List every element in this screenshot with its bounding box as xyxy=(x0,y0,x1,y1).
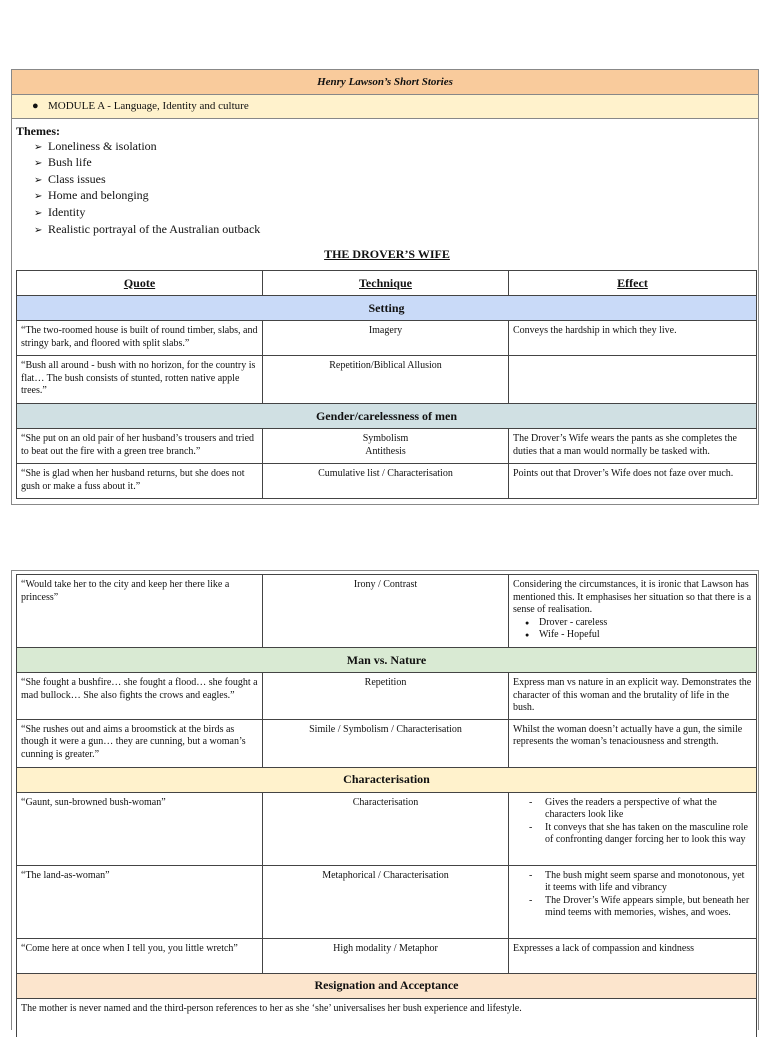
quote-cell: “Bush all around - bush with no horizon, for the country is flat… The bush consists of stunted, rotten native apple trees.” xyxy=(17,356,263,404)
quote-cell: “Gaunt, sun-browned bush-woman” xyxy=(17,792,263,865)
effect-cell: Conveys the hardship in which they live. xyxy=(509,321,757,356)
theme-item: ➢ Bush life xyxy=(34,155,758,172)
table-row xyxy=(17,719,757,767)
table-row xyxy=(17,938,757,973)
arrow-icon: ➢ xyxy=(34,191,43,203)
section-label: Gender/carelessness of men xyxy=(17,404,757,429)
technique-cell: Repetition/Biblical Allusion xyxy=(263,356,509,404)
theme-item: ➢ Home and belonging xyxy=(34,188,758,205)
effect-cell xyxy=(509,575,757,648)
quote-cell: “The two-roomed house is built of round timber, slabs, and stringy bark, and floored with split slabs.” xyxy=(17,321,263,356)
table-header xyxy=(17,271,757,296)
section-label: Resignation and Acceptance xyxy=(17,973,757,998)
theme-item: ➢ Identity xyxy=(34,205,758,222)
effect-cell xyxy=(509,356,757,404)
arrow-icon: ➢ xyxy=(34,158,43,170)
effect-cell: Points out that Drover’s Wife does not faze over much. xyxy=(509,464,757,499)
table-row xyxy=(17,321,757,356)
section-label: Man vs. Nature xyxy=(17,648,757,673)
effect-bullets xyxy=(513,617,752,642)
technique-cell: Repetition xyxy=(263,673,509,720)
table-row xyxy=(17,865,757,938)
page-2 xyxy=(11,570,759,1030)
quote-cell: “She fought a bushfire… she fought a flood… she fought a mad bullock… She also fights the crows and eagles.” xyxy=(17,673,263,720)
quote-cell: “Would take her to the city and keep her there like a princess” xyxy=(17,575,263,648)
list-item: - Gives the readers a perspective of what the characters look like xyxy=(545,797,752,822)
quote-table xyxy=(16,270,757,499)
table-row xyxy=(17,356,757,404)
effect-cell: Expresses a lack of compassion and kindness xyxy=(509,938,757,973)
document-title: Henry Lawson’s Short Stories xyxy=(12,70,758,95)
section-row-setting xyxy=(17,296,757,321)
theme-item: ➢ Loneliness & isolation xyxy=(34,139,758,156)
themes-section xyxy=(12,119,758,261)
list-item: - The bush might seem sparse and monotonous, yet it teems with life and vibrancy xyxy=(545,870,752,895)
table-row xyxy=(17,429,757,464)
module-bar xyxy=(12,95,758,119)
quote-cell: “The land-as-woman” xyxy=(17,865,263,938)
table-row xyxy=(17,464,757,499)
arrow-icon: ➢ xyxy=(34,207,43,219)
list-item: ● Wife - Hopeful xyxy=(539,629,752,642)
arrow-icon: ➢ xyxy=(34,141,43,153)
technique-cell: Imagery xyxy=(263,321,509,356)
resign-text: The mother is never named and the third-person references to her as she ‘she’ universalises her bush experience and lifestyle. xyxy=(17,998,757,1037)
quote-cell: “She rushes out and aims a broomstick at the birds as though it were a gun… they are cunning, but a woman’s cunning is greater.” xyxy=(17,719,263,767)
section-row-gender xyxy=(17,404,757,429)
themes-heading: Themes: xyxy=(16,124,60,138)
effect-text: Considering the circumstances, it is ironic that Lawson has mentioned this. It emphasises her situation so that there is a sense of realisation. xyxy=(513,579,752,615)
page-1 xyxy=(11,69,759,505)
module-label: MODULE A - Language, Identity and culture xyxy=(48,100,249,112)
list-item: - The Drover’s Wife appears simple, but beneath her mind teems with memories, wishes, and woes. xyxy=(545,895,752,920)
section-label: Characterisation xyxy=(17,767,757,792)
effect-cell xyxy=(509,792,757,865)
column-header-effect: Effect xyxy=(509,271,757,296)
effect-cell: Express man vs nature in an explicit way. Demonstrates the character of this woman and the brutality of life in the bush. xyxy=(509,673,757,720)
technique-cell: Simile / Symbolism / Characterisation xyxy=(263,719,509,767)
table-row xyxy=(17,792,757,865)
quote-cell: “She put on an old pair of her husband’s trousers and tried to beat out the fire with a green tree branch.” xyxy=(17,429,263,464)
technique-cell: Cumulative list / Characterisation xyxy=(263,464,509,499)
technique-cell: Irony / Contrast xyxy=(263,575,509,648)
themes-list xyxy=(16,139,758,239)
table-row xyxy=(17,998,757,1037)
effect-cell xyxy=(509,865,757,938)
effect-cell: Whilst the woman doesn’t actually have a gun, the simile represents the woman’s tenaciousness and strength. xyxy=(509,719,757,767)
story-title: THE DROVER’S WIFE xyxy=(324,247,450,262)
bullet-icon: ● xyxy=(32,100,39,112)
section-row-resignation xyxy=(17,973,757,998)
theme-item: ➢ Class issues xyxy=(34,172,758,189)
technique-cell: Characterisation xyxy=(263,792,509,865)
technique-cell: Metaphorical / Characterisation xyxy=(263,865,509,938)
list-item: - It conveys that she has taken on the masculine role of confronting danger forcing her to look this way xyxy=(545,822,752,847)
quote-table-continued xyxy=(16,574,757,1037)
effect-dashes xyxy=(513,797,752,847)
list-item: ● Drover - careless xyxy=(539,617,752,630)
technique-cell: Symbolism Antithesis xyxy=(263,429,509,464)
section-row-nature xyxy=(17,648,757,673)
section-label: Setting xyxy=(17,296,757,321)
arrow-icon: ➢ xyxy=(34,224,43,236)
table-row xyxy=(17,673,757,720)
technique-cell: High modality / Metaphor xyxy=(263,938,509,973)
table-row xyxy=(17,575,757,648)
theme-item: ➢ Realistic portrayal of the Australian outback xyxy=(34,222,758,239)
column-header-technique: Technique xyxy=(263,271,509,296)
effect-cell: The Drover’s Wife wears the pants as she completes the duties that a man would normally be tasked with. xyxy=(509,429,757,464)
section-row-characterisation xyxy=(17,767,757,792)
arrow-icon: ➢ xyxy=(34,174,43,186)
column-header-quote: Quote xyxy=(17,271,263,296)
quote-cell: “She is glad when her husband returns, but she does not gush or make a fuss about it.” xyxy=(17,464,263,499)
quote-cell: “Come here at once when I tell you, you little wretch” xyxy=(17,938,263,973)
effect-dashes xyxy=(513,870,752,920)
